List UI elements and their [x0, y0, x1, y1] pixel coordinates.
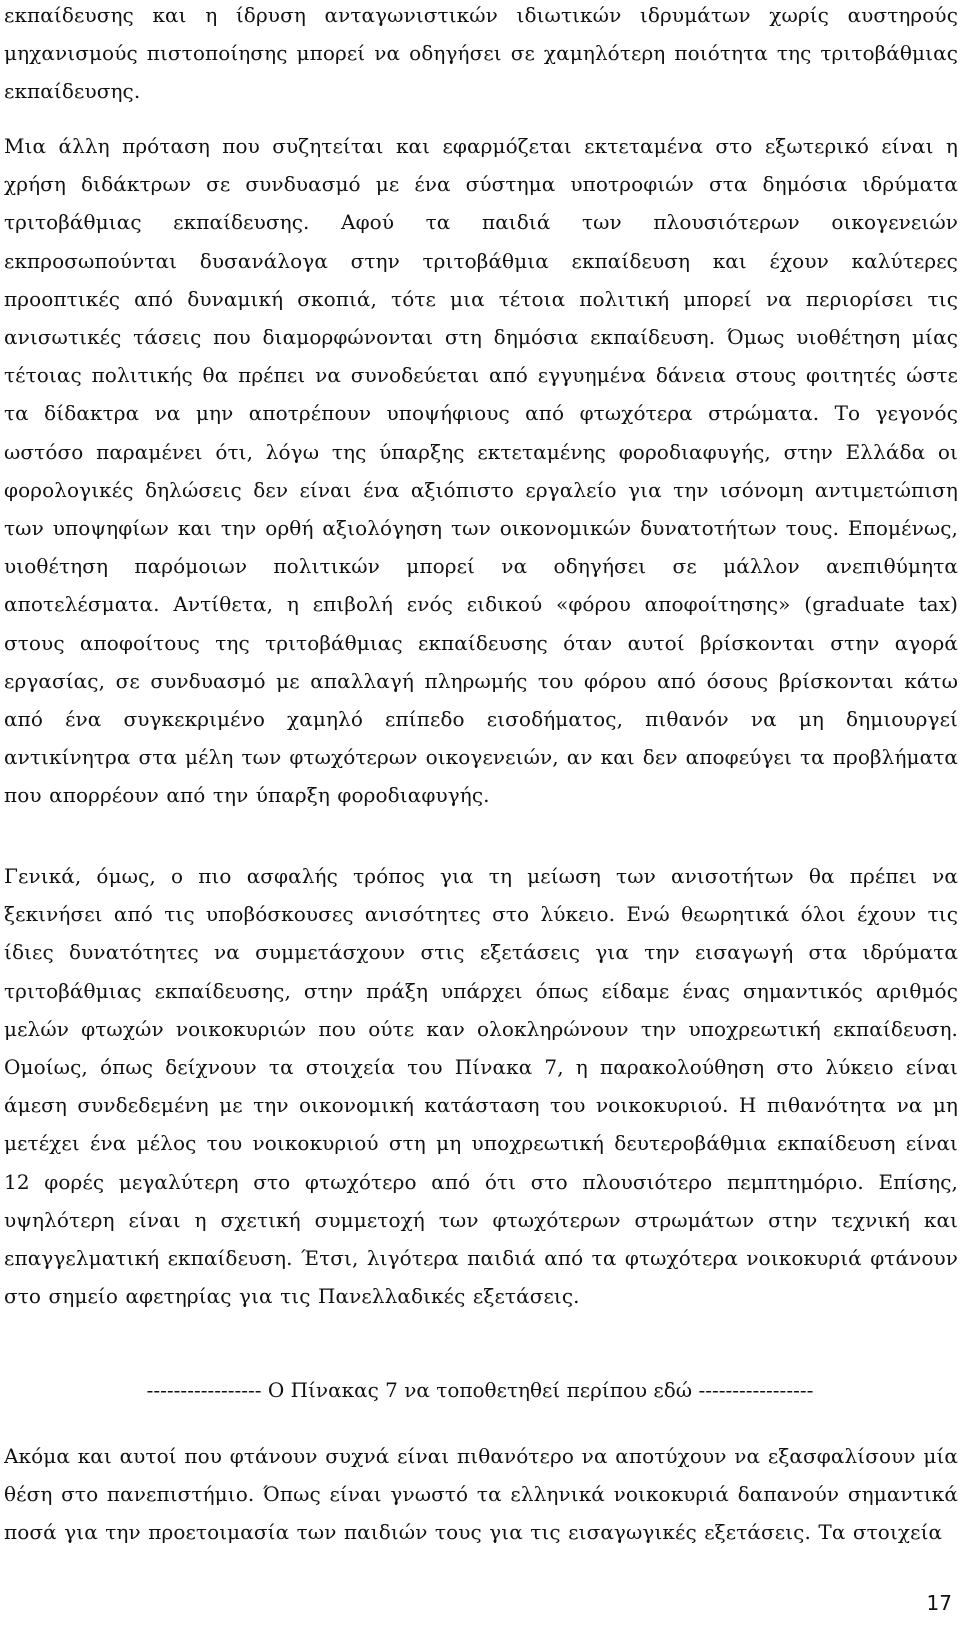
paragraph-3: Γενικά, όμως, ο πιο ασφαλής τρόπος για τη μείωση των ανισοτήτων θα πρέπει να ξεκινήσει από τις υποβόσκουσες ανισότητες στο λύκειο. Ενώ θεωρητικά όλοι έχουν τις ίδιες δυνατότητες να συμμετάσχουν στις εξετάσεις για την εισαγωγή στα ιδρύματα τριτοβάθμιας εκπαίδευσης, στην πράξη υπάρχει όπως είδαμε ένας σημαντικός αριθμός μελών φτωχών νοικοκυριών που ούτε καν ολοκληρώνουν την υποχρεωτική εκπαίδευση. Ομοίως, όπως δείχνουν τα στοιχεία του Πίνακα 7, η παρακολούθηση στο λύκειο είναι άμεση συνδεδεμένη με την οικονομική κατάσταση του νοικοκυριού. Η πιθανότητα να μη μετέχει ένα μέλος του νοικοκυριού στη μη υποχρεωτική δευτεροβάθμια εκπαίδευση είναι 12 φορές μεγαλύτερη στο φτωχότερο από ότι στο πλουσιότερο πεμπτημόριο. Επίσης, υψηλότερη είναι η σχετική συμμετοχή των φτωχότερων στρωμάτων στην τεχνική και επαγγελματική εκπαίδευση. Έτσι, λιγότερα παιδιά από τα φτωχότερα νοικοκυριά φτάνουν στο σημείο αφετηρίας για τις Πανελλαδικές εξετάσεις.	[4, 864, 958, 1309]
paragraph-1: εκπαίδευσης και η ίδρυση ανταγωνιστικών ιδιωτικών ιδρυμάτων χωρίς αυστηρούς μηχανισμούς πιστοποίησης μπορεί να οδηγήσει σε χαμηλότερη ποιότητα της τριτοβάθμιας εκπαίδευσης.	[4, 3, 958, 104]
table-placeholder-note: ----------------- Ο Πίνακας 7 να τοποθετηθεί περίπου εδώ -----------------	[146, 1378, 814, 1402]
paragraph-2: Μια άλλη πρόταση που συζητείται και εφαρμόζεται εκτεταμένα στο εξωτερικό είναι η χρήση διδάκτρων σε συνδυασμό με ένα σύστημα υποτροφιών στα δημόσια ιδρύματα τριτοβάθμιας εκπαίδευσης. Αφού τα παιδιά των πλουσιότερων οικογενειών εκπροσωπούνται δυσανάλογα στην τριτοβάθμια εκπαίδευση και έχουν καλύτερες προοπτικές από δυναμική σκοπιά, τότε μια τέτοια πολιτική μπορεί να περιορίσει τις ανισωτικές τάσεις που διαμορφώνονται στη δημόσια εκπαίδευση. Όμως υιοθέτηση μίας τέτοιας πολιτικής θα πρέπει να συνοδεύεται από εγγυημένα δάνεια στους φοιτητές ώστε τα δίδακτρα να μην αποτρέπουν υποψήφιους από φτωχότερα στρώματα. Το γεγονός ωστόσο παραμένει ότι, λόγω της ύπαρξης εκτεταμένης φοροδιαφυγής, στην Ελλάδα οι φορολογικές δηλώσεις δεν είναι ένα αξιόπιστο εργαλείο για την ισόνομη αντιμετώπιση των υποψηφίων και την ορθή αξιολόγηση των οικονομικών δυνατοτήτων τους. Επομένως, υιοθέτηση παρόμοιων πολιτικών μπορεί να οδηγήσει σε μάλλον ανεπιθύμητα αποτελέσματα. Αντίθετα, η επιβολή ενός ειδικού «φόρου αποφοίτησης» (graduate tax) στους αποφοίτους της τριτοβάθμιας εκπαίδευσης όταν αυτοί βρίσκονται στην αγορά εργασίας, σε συνδυασμό με απαλλαγή πληρωμής του φόρου από όσους βρίσκονται κάτω από ένα συγκεκριμένο χαμηλό επίπεδο εισοδήματος, πιθανόν να μη δημιουργεί αντικίνητρα στα μέλη των φτωχότερων οικογενειών, αν και δεν αποφεύγει τα προβλήματα που απορρέουν από την ύπαρξη φοροδιαφυγής.	[4, 134, 958, 808]
page-number: 17	[926, 1591, 952, 1615]
paragraph-4: Ακόμα και αυτοί που φτάνουν συχνά είναι πιθανότερο να αποτύχουν να εξασφαλίσουν μία θέση στο πανεπιστήμιο. Όπως είναι γνωστό τα ελληνικά νοικοκυριά δαπανούν σημαντικά ποσά για την προετοιμασία των παιδιών τους για τις εισαγωγικές εξετάσεις. Τα στοιχεία	[4, 1444, 958, 1545]
